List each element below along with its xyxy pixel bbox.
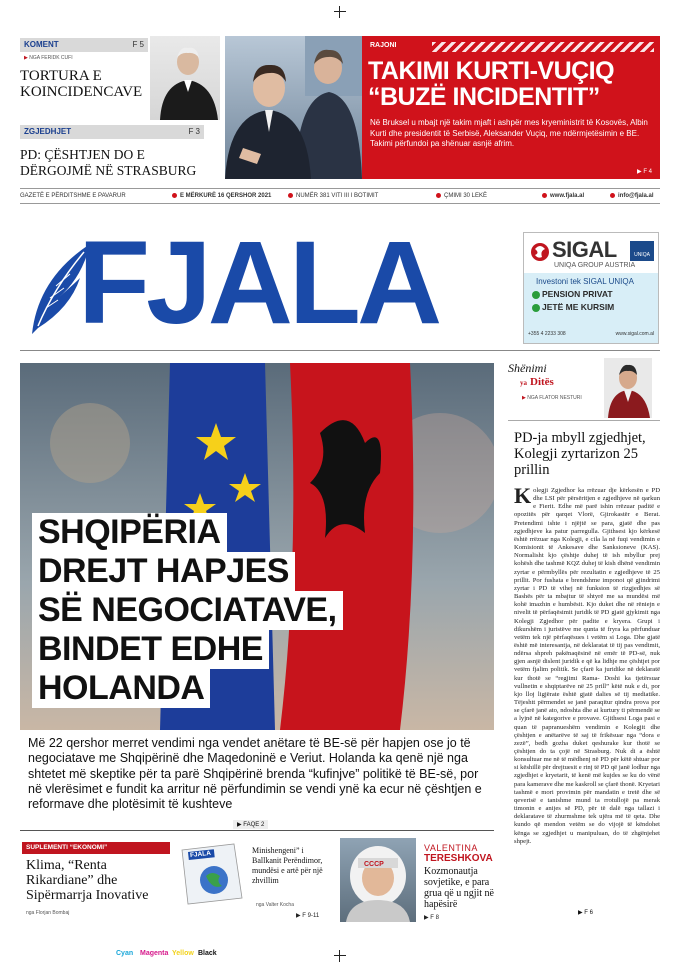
magazine-name: FJALA (189, 849, 212, 860)
main-lead: Më 22 qershor merret vendimi nga vendet anëtare të BE-së për hapjen ose jo të negociatave me Shqipërinë dhe Maqedoninë e Veriut. Holanda ka qenë një nga shtetet më skeptike për ta parë Shqipërinë brenda “kufinjve” politikë të BE-së, por në vlerësimet e fundit ka arritur në përfundimin se vendi ynë ka ecur në çështjen e reformave dhe plotësimit të kushteve (28, 736, 482, 812)
columnist-photo (604, 358, 652, 418)
koment-page: F 5 (132, 40, 144, 49)
kicker-mid: ya (520, 379, 527, 387)
main-headline-line1[interactable]: SHQIPËRIA (32, 513, 227, 552)
email-dot (610, 193, 615, 198)
rajoni-banner[interactable] (362, 36, 660, 179)
main-page-ref[interactable]: ▶ FAQE 2 (233, 820, 268, 829)
date-dot (172, 193, 177, 198)
column-byline-text: NGA FLATOR NESTURI (527, 395, 582, 401)
koment-byline: ▶ NGA FERIDK CUFI (24, 55, 73, 61)
column-rule (508, 420, 660, 421)
masthead-title: FJALA (78, 217, 439, 349)
main-headline-line5[interactable]: HOLANDA (32, 669, 210, 708)
ad-footer (528, 331, 654, 337)
banner-text: Në Bruksel u mbajt një takim mjaft i ashpër mes kryeministrit të Kosovës, Albin Kurti dhe presidentit të Serbisë, Aleksander Vuçiq, me ndërmjetësimin e BE. Takimi përfundoi pa shënuar asnjë afrim. (370, 118, 648, 148)
ad-site: www.sigal.com.al (615, 331, 654, 337)
price-text: ÇMIMI 30 LEKË (444, 193, 488, 199)
rajoni-label: RAJONI (370, 42, 397, 49)
supplement-title[interactable]: Klima, “Renta Rikardiane” dhe Sipërmarrja Inovative (26, 858, 149, 903)
ad-header (524, 233, 658, 273)
tereshkova-last: TERESHKOVA (424, 853, 493, 864)
email[interactable] (610, 189, 654, 203)
website-text: www.fjala.al (550, 193, 585, 199)
supplement-magazine (176, 842, 248, 906)
supplement-text2[interactable]: Minishengeni” i Ballkanit Perëndimor, mundësi e artë për një zhvillim (252, 846, 323, 885)
sigal-logo-icon (530, 241, 550, 263)
main-headline-line2[interactable]: DREJT HAPJES (32, 552, 295, 591)
supplement-byline: nga Florjan Bombaj (26, 910, 70, 916)
kicker-top: Shënimi (508, 361, 547, 375)
ad-line1: PENSION PRIVAT (542, 289, 613, 299)
banner-page: ▶ F 4 (637, 169, 652, 175)
price-dot (436, 193, 441, 198)
issue-number-text: NUMËR 381 VITI III I BOTIMIT (296, 193, 379, 199)
color-cyan: Cyan (116, 950, 134, 957)
tagline: GAZETË E PËRDITSHME E PAVARUR (20, 193, 126, 199)
supplement-byline2: nga Valter Kocha (256, 902, 294, 908)
main-headline-line4[interactable]: BINDET EDHE (32, 630, 269, 669)
banner-stripes (432, 42, 654, 52)
supplement-label: SUPLEMENTI “EKONOMI” (22, 842, 170, 854)
koment-title[interactable]: TORTURA E KOINCIDENCAVE (20, 68, 143, 100)
banner-headline (368, 58, 658, 110)
issue-number (288, 189, 379, 203)
column-byline: ▶ NGA FLATOR NESTURI (522, 395, 582, 401)
ad-group: UNIQA GROUP AUSTRIA (554, 262, 636, 269)
koment-byline-text: NGA FERIDK CUFI (29, 55, 73, 61)
column-text: Kolegji Zgjedhor ka rrëzuar dje kërkesën e PD dhe LSI për përsëritjen e zgjedhjeve në qarkun e Fierit. Edhe më parë ishin rrëzuar paditë e opozitës për qarqet Vlorë, Gjirokastër e Berat. Pretendimi ishte i njëjtë se para, gjatë dhe pas zgjedhjeve ka patur parregulla. Gjithsesi kjo kërkesë është rrëzuar nga Kolegji, e cila la në fuqi vendimin e Komisionit të Ankesave dhe Sanksioneve (KAS). Normalisht kjo çështje duhej të ish mbyllur prej kohësh dhe tashmë KQZ duhej të kish dhënë vendimin zyrtar e përmbyllës për rezultatin e zgjedhjeve të 25 prillit. Por fushata e brendshme imponoi që gjindrimi zyrtar i PD të vihej në funksion të rizgjedhjes së Bashës për ta mbajtur të shtyrë me sa mundësi më kohë imazhin e humbësit. Kjo duket dhe në rëniejn e nivelit të përfaqësimit juridik të PD gjatë gjykimit nga Kolegji Zgjedhor për padite e kryera. Grupi i dikurshëm i juristëve me qunta të fryra ka përfunduar vetëm tek një përfaqësues i vetëm si Loga. Dhe gjatë është më interesantja, në deklaratat të tij pas vendimit, ndërsa shpreh pakënaqësinë në emër të PD-së, nuk gjen asnjë dislent juridik e që ka lidhje me çështjet por vetëm fjalim politik. Se çfarë ka juridike në deklaratë kur thotë se “regjimi Rama- Doshi ka tjetërsuar vullnetin e shqiptarëve në 25 prill” këtë nuk e di, por kjo lloj ligjërate është gjatë dalies së tij mediatike. Tëjeshtt përmendet se janë paraqitur qindra prova por se çfarë janë ato, ndoshta dhe ai kurtury ti përmendë se a lyjnë në kategorive e provave. Gjithsesi Loga pasi e quan të papranueshëm vendimin e Kolegjit dhe çështjen e anëtarëve të saj të frikësuar nga “dora e zezë”, bedh gozha duket qeshurake kur thotë se çështjen do ta çojë në Strasburg. Nuk di a është konsultuar me në të mëdhenj në PD për këtë shtuar por si këshillë për drejtuesit e rinj të PD që janë lodhur nga zgjedhjet e kryetarit, të kenë më kujdes se ku do vënë para kamerave dhe me kaskroll se çfarë thonë. Kryetari tashmë e mori provimin për mandatin e tretë dhe së qeverisë e tanishme mund ta rrotullojë pa merak timonin e anijes së PD, për të dalë nga tallazi i deklaratave të zhurmshme tek ujëra më të qeta. Dhe kundo që mendon vetëm se do vijojë të këndohet kënga se zgjedhjet u manipuluan, do të zhgënjehet shpejt. (514, 483, 660, 845)
color-yellow: Yellow (172, 950, 194, 957)
zgjedhjet-tag (20, 125, 204, 139)
banner-headline-line1: TAKIMI KURTI-VUÇIQ (368, 57, 615, 85)
koment-label: KOMENT (24, 40, 59, 49)
zgjedhjet-label: ZGJEDHJET (24, 127, 72, 136)
tereshkova-photo (340, 838, 416, 922)
uniqa-badge-text: UNIQA (634, 252, 650, 258)
banner-headline-line2: “BUZË INCIDENTIT” (368, 83, 600, 111)
supplement-page[interactable]: ▶ F 9-11 (296, 913, 320, 919)
web-dot (542, 193, 547, 198)
masthead[interactable] (20, 217, 490, 349)
issue-dot (288, 193, 293, 198)
registration-mark-top (334, 6, 346, 18)
svg-text:CCCP: CCCP (364, 861, 384, 868)
registration-mark-bottom (334, 950, 346, 962)
uniqa-badge (630, 241, 654, 261)
date (172, 189, 271, 203)
main-headline-line3[interactable]: SË NEGOCIATAVE, (32, 591, 343, 630)
sigal-ad[interactable] (523, 232, 659, 344)
price (436, 189, 488, 203)
tereshkova-first: VALENTINA (424, 843, 478, 853)
commentator-photo (150, 36, 220, 120)
ad-invest: Investoni tek SIGAL UNIQA (536, 277, 634, 286)
column-title[interactable]: PD-ja mbyll zgjedhjet, Kolegji zyrtarizon 25 prillin (514, 430, 646, 478)
bottom-rule (20, 830, 494, 831)
check-icon (532, 304, 540, 312)
website[interactable] (542, 189, 584, 203)
masthead-rule (20, 350, 660, 351)
info-strip (20, 188, 660, 204)
kurti-vucic-photo (225, 36, 362, 179)
zgjedhjet-title[interactable]: PD: ÇËSHTJEN DO E DËRGOJMË NË STRASBURG (20, 147, 197, 178)
ad-body (524, 273, 658, 343)
zgjedhjet-page: F 3 (188, 127, 200, 136)
check-icon (532, 291, 540, 299)
email-text: info@fjala.al (618, 193, 654, 199)
tereshkova-title[interactable]: Kozmonautja sovjetike, e para grua që u ngjit në hapësirë (424, 866, 494, 910)
ad-phone: +355 4 2233 308 (528, 331, 566, 337)
ad-line2: JETË ME KURSIM (542, 302, 615, 312)
color-magenta: Magenta (140, 950, 169, 957)
tereshkova-page[interactable]: ▶ F 8 (424, 915, 439, 921)
kicker-bottom: Ditës (530, 376, 554, 388)
column-page[interactable]: ▶ F 6 (578, 910, 593, 916)
ad-brand: SIGAL (552, 237, 617, 262)
color-black: Black (198, 950, 217, 957)
column-kicker (508, 362, 554, 390)
date-text: E MËRKURË 16 QERSHOR 2021 (180, 193, 272, 199)
koment-tag (20, 38, 148, 52)
